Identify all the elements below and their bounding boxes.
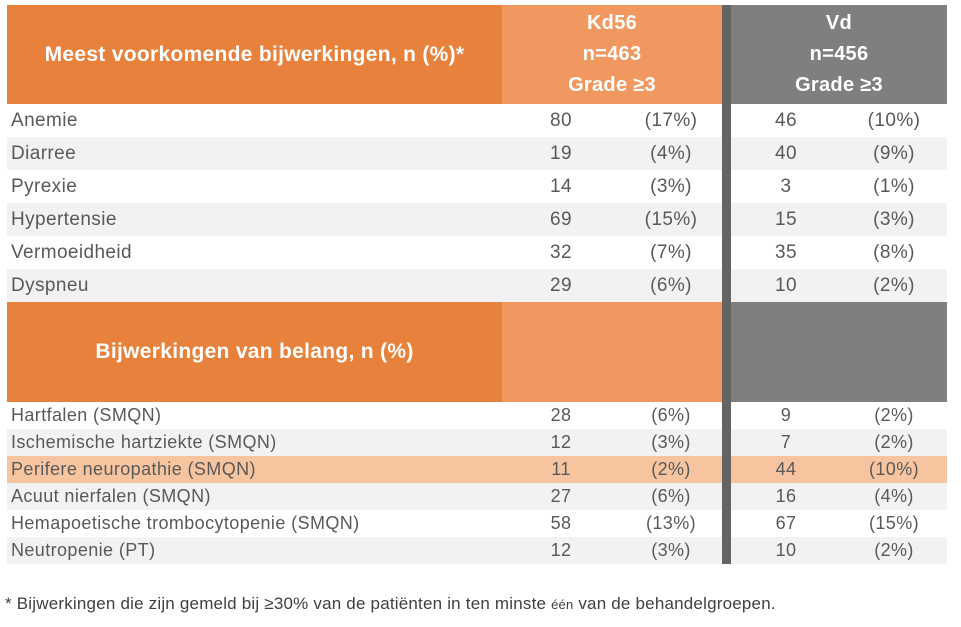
kd-percent: (2%)	[651, 459, 691, 479]
row-label: Hartfalen (SMQN)	[11, 405, 162, 425]
kd-count: 12	[550, 432, 572, 452]
vd-count: 35	[775, 241, 797, 263]
footnote-emphasis-word: één	[551, 597, 574, 612]
table-row-acuut-nierfalen	[7, 483, 947, 510]
kd-count: 27	[550, 486, 572, 506]
vd-percent: (10%)	[868, 459, 919, 479]
kd-percent: (7%)	[650, 241, 692, 263]
header-kd56-column	[502, 5, 722, 104]
vd-percent: (10%)	[867, 109, 921, 131]
column-divider	[722, 170, 731, 203]
header-vd-column	[731, 5, 947, 104]
kd-percent: (17%)	[644, 109, 698, 131]
vd-count: 7	[780, 432, 792, 452]
kd-count: 58	[550, 513, 572, 533]
kd-percent: (6%)	[651, 486, 691, 506]
vd-count: 67	[775, 513, 797, 533]
kd-count: 11	[551, 459, 571, 479]
kd-count: 28	[550, 405, 572, 425]
kd56-grade: Grade ≥3	[568, 74, 656, 96]
kd-percent: (3%)	[651, 432, 691, 452]
footnote-text-start: * Bijwerkingen die zijn gemeld bij ≥30% van de patiënten in ten minste	[5, 594, 552, 613]
vd-percent: (1%)	[873, 175, 915, 197]
column-divider	[722, 456, 731, 483]
vd-grade: Grade ≥3	[795, 74, 883, 96]
header-kd56-spacer	[502, 302, 722, 402]
column-divider	[722, 137, 731, 170]
vd-percent: (15%)	[868, 513, 919, 533]
vd-count: 3	[780, 175, 792, 197]
column-divider	[722, 537, 731, 564]
row-label: Vermoeidheid	[11, 241, 132, 263]
column-divider	[722, 483, 731, 510]
vd-percent: (2%)	[874, 432, 914, 452]
table-row-hartfalen	[7, 402, 947, 429]
vd-percent: (8%)	[873, 241, 915, 263]
column-divider	[722, 510, 731, 537]
table-row-pyrexie	[7, 170, 947, 203]
vd-percent: (9%)	[873, 142, 915, 164]
vd-count: 40	[775, 142, 797, 164]
row-label: Perifere neuropathie (SMQN)	[11, 459, 256, 479]
row-label: Diarree	[11, 142, 77, 164]
column-divider	[722, 104, 731, 137]
kd-percent: (6%)	[650, 274, 692, 296]
kd-count: 29	[550, 274, 572, 296]
table-row-hemapoetische-trombocytopenie	[7, 510, 947, 537]
table-row-hypertensie	[7, 203, 947, 236]
vd-count: 15	[775, 208, 797, 230]
vd-count: 16	[775, 486, 797, 506]
table-row-vermoeidheid	[7, 236, 947, 269]
vd-percent: (4%)	[874, 486, 914, 506]
vd-percent: (2%)	[873, 274, 915, 296]
kd-percent: (3%)	[650, 175, 692, 197]
vd-percent: (3%)	[873, 208, 915, 230]
row-label: Hypertensie	[11, 208, 117, 230]
adverse-events-table	[7, 5, 947, 564]
kd-percent: (15%)	[644, 208, 698, 230]
kd-count: 69	[550, 208, 572, 230]
kd-count: 80	[550, 109, 572, 131]
kd56-n: n=463	[582, 43, 642, 65]
table-header-row-2	[7, 302, 947, 402]
vd-count: 10	[775, 540, 797, 560]
header-main-title: Meest voorkomende bijwerkingen, n (%)*	[7, 5, 502, 104]
table-row-perifere-neuropathie	[7, 456, 947, 483]
vd-count: 9	[780, 405, 792, 425]
kd56-name: Kd56	[586, 12, 638, 34]
table-row-anemie	[7, 104, 947, 137]
row-label: Hemapoetische trombocytopenie (SMQN)	[11, 513, 360, 533]
row-label: Acuut nierfalen (SMQN)	[11, 486, 211, 506]
column-divider	[722, 236, 731, 269]
table-row-dyspneu	[7, 269, 947, 302]
column-divider	[722, 302, 731, 402]
kd-percent: (4%)	[650, 142, 692, 164]
vd-count: 46	[775, 109, 797, 131]
table-row-ischemische-hartziekte	[7, 429, 947, 456]
kd-percent: (3%)	[651, 540, 691, 560]
row-label: Pyrexie	[11, 175, 78, 197]
row-label: Anemie	[11, 109, 78, 131]
column-divider	[722, 402, 731, 429]
column-divider	[722, 429, 731, 456]
table-header-row-1	[7, 5, 947, 104]
table-row-diarree	[7, 137, 947, 170]
kd-count: 32	[550, 241, 572, 263]
kd-count: 12	[550, 540, 572, 560]
column-divider	[722, 269, 731, 302]
column-divider	[722, 203, 731, 236]
vd-count: 10	[775, 274, 797, 296]
vd-percent: (2%)	[874, 405, 914, 425]
kd-count: 14	[550, 175, 572, 197]
column-divider	[722, 5, 731, 104]
vd-percent: (2%)	[874, 540, 914, 560]
kd-percent: (6%)	[651, 405, 691, 425]
table-row-neutropenie	[7, 537, 947, 564]
footnote	[5, 592, 955, 617]
row-label: Ischemische hartziekte (SMQN)	[11, 432, 277, 452]
header-vd-spacer	[731, 302, 947, 402]
vd-count: 44	[775, 459, 797, 479]
footnote-text-end: van de behandelgroepen.	[573, 594, 776, 613]
kd-count: 19	[550, 142, 572, 164]
row-label: Dyspneu	[11, 274, 89, 296]
vd-name: Vd	[825, 12, 853, 34]
row-label: Neutropenie (PT)	[11, 540, 156, 560]
vd-n: n=456	[809, 43, 869, 65]
kd-percent: (13%)	[645, 513, 696, 533]
header-section2-title: Bijwerkingen van belang, n (%)	[7, 302, 502, 402]
